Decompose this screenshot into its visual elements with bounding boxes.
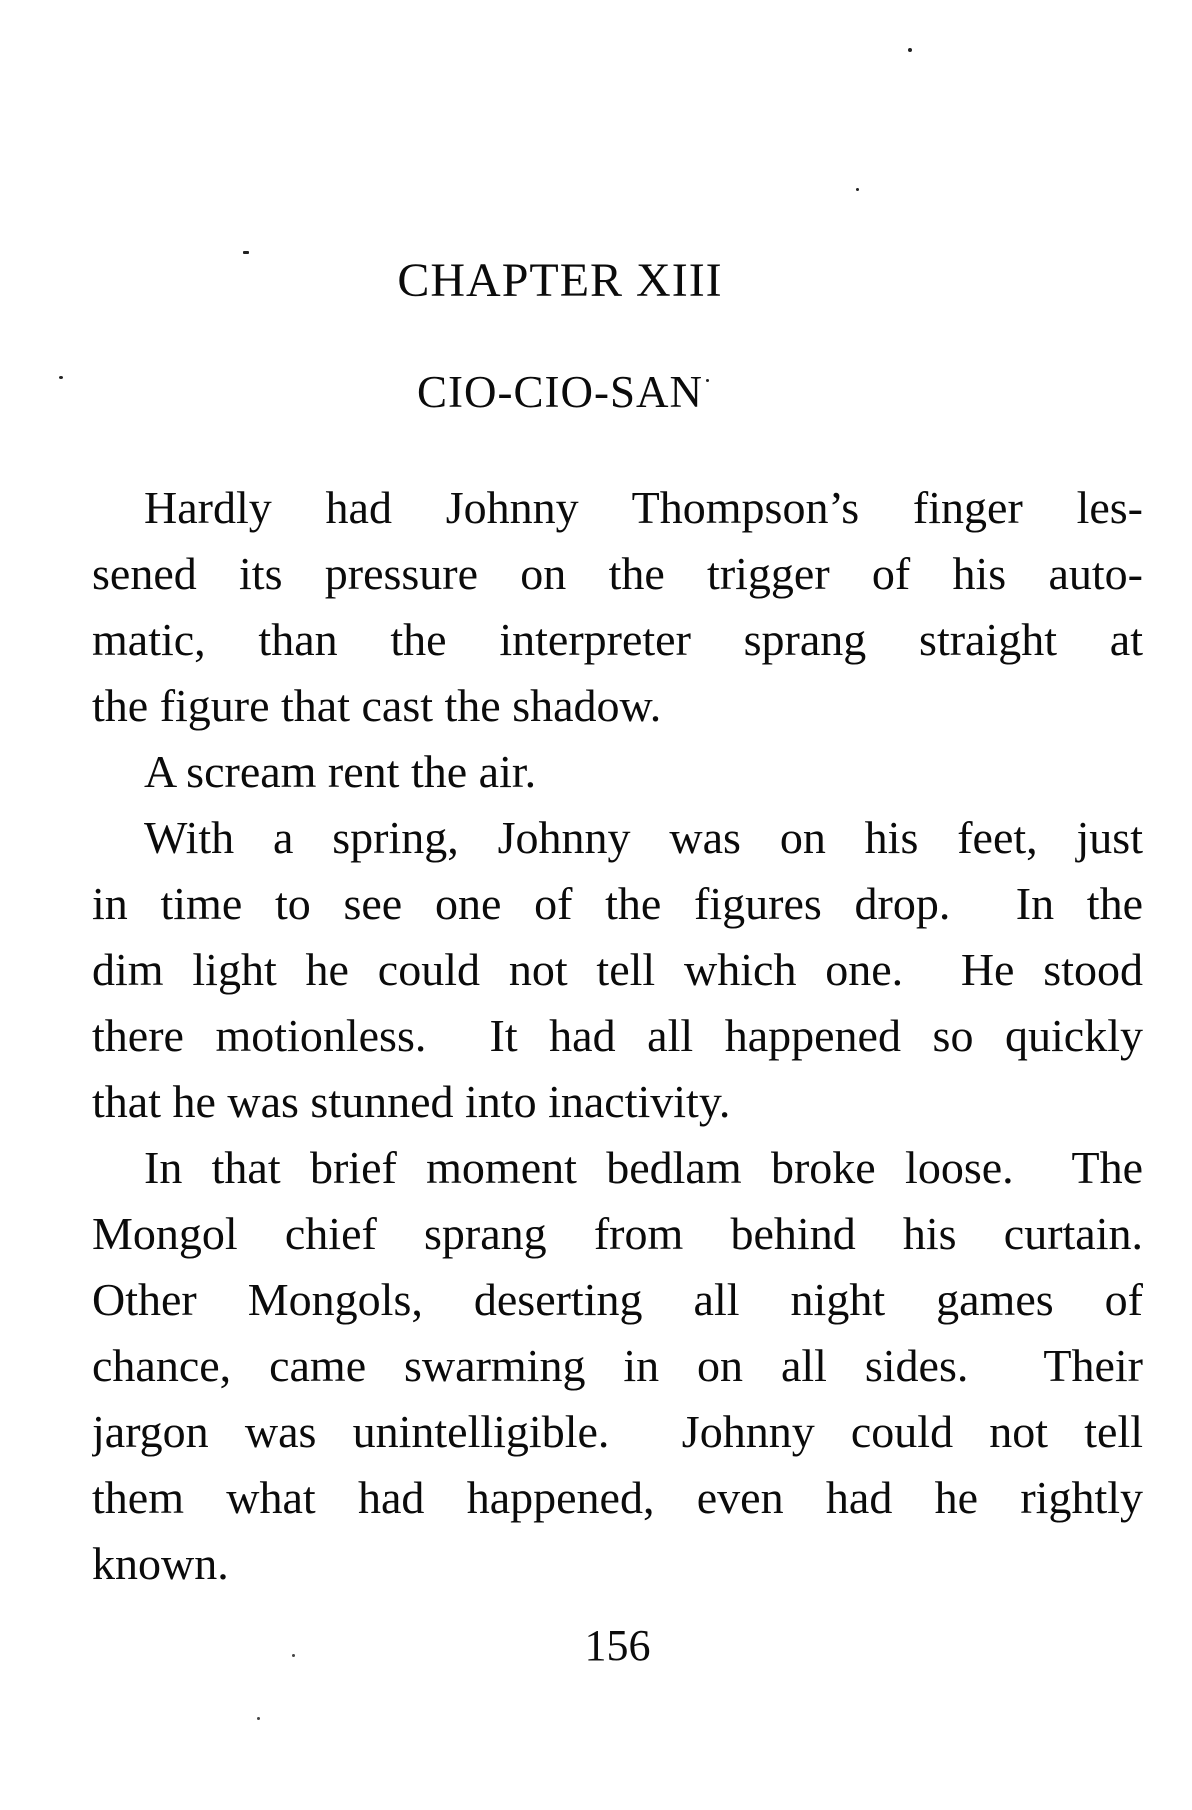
text-line: known. [92, 1538, 229, 1589]
paragraph [92, 739, 1143, 805]
text-line: Hardly had Johnny Thompson’s finger les- [144, 482, 1143, 533]
chapter-title: CIO-CIO-SAN [417, 367, 703, 417]
text-line: them what had happened, even had he rightly [92, 1472, 1143, 1523]
text-line: chance, came swarming in on all sides. Their [92, 1340, 1143, 1391]
text-line: matic, than the interpreter sprang straight at [92, 614, 1143, 665]
text-line: jargon was unintelligible. Johnny could not tell [92, 1406, 1143, 1457]
text-line: dim light he could not tell which one. He stood [92, 944, 1143, 995]
scan-speck [257, 1717, 260, 1720]
text-line: With a spring, Johnny was on his feet, just [144, 812, 1143, 863]
scan-speck [856, 188, 859, 191]
scan-speck [292, 1654, 295, 1657]
text-line: there motionless. It had all happened so quickly [92, 1010, 1143, 1061]
paragraph [92, 805, 1143, 1135]
text-line: Other Mongols, deserting all night games of [92, 1274, 1143, 1325]
text-line: that he was stunned into inactivity. [92, 1076, 731, 1127]
scan-speck [908, 48, 912, 52]
text-line: in time to see one of the figures drop. In the [92, 878, 1143, 929]
page-number: 156 [584, 1621, 651, 1670]
chapter-heading: CHAPTER XIII [397, 254, 723, 307]
text-line: Mongol chief sprang from behind his curtain. [92, 1208, 1143, 1259]
text-line: the figure that cast the shadow. [92, 680, 662, 731]
scan-speck [706, 379, 709, 382]
scan-speck [59, 376, 63, 379]
scan-speck [243, 251, 249, 254]
paragraph [92, 475, 1143, 739]
text-block [92, 475, 1143, 1597]
text-line: sened its pressure on the trigger of his auto- [92, 548, 1143, 599]
text-line: A scream rent the air. [144, 746, 537, 797]
text-line: In that brief moment bedlam broke loose. The [144, 1142, 1143, 1193]
paragraph [92, 1135, 1143, 1597]
